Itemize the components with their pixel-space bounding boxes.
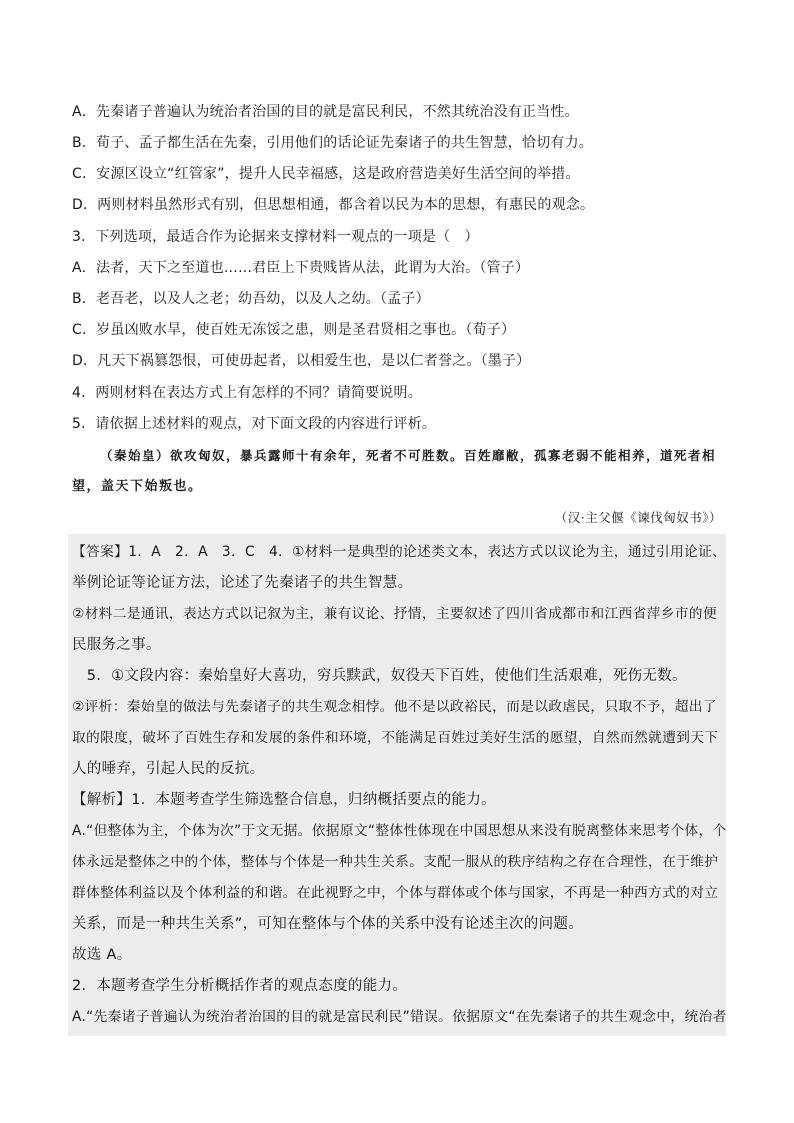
analysis-line: A.“先秦诸子普遍认为统治者治国的目的就是富民利民”错误。依据原文“在先秦诸子的共生观念中，统治者 — [72, 1009, 727, 1025]
answer-line: 人的唾弃，引起人民的反抗。 — [72, 761, 265, 777]
answer-line: 5．①文段内容：秦始皇好大喜功，穷兵黩武，奴役天下百姓，使他们生活艰难，死伤无数。 — [72, 668, 687, 684]
answer-line: ②材料二是通讯，表达方式以记叙为主，兼有议论、抒情，主要叙述了四川省成都市和江西省萍乡市的便 — [72, 606, 717, 622]
passage-line-1: （秦始皇）欲攻匈奴，暴兵露师十有余年，死者不可胜数。百姓靡敝，孤寡老弱不能相养，道死者相 — [100, 448, 717, 463]
question-3-stem: 3．下列选项，最适合作为论据来支撑材料一观点的一项是（ ） — [72, 229, 479, 245]
analysis-line: A.“但整体为主，个体为次”于文无据。依据原文“整体性体现在中国思想从来没有脱离整体来思考个体，个 — [72, 823, 727, 839]
answer-line: 【答案】1．A 2．A 3．C 4．①材料一是典型的论述类文本，表达方式以议论为主，通过引用论证、 — [72, 544, 727, 560]
analysis-heading: 【解析】1．本题考查学生筛选整合信息，归纳概括要点的能力。 — [72, 792, 496, 808]
option-b-q3: B．老吾老，以及人之老；幼吾幼，以及人之幼。（孟子） — [72, 291, 430, 307]
option-d-q2: D．两则材料虽然形式有别，但思想相通，都含着以民为本的思想，有惠民的观念。 — [72, 197, 595, 213]
answer-line: 举例论证等论证方法，论述了先秦诸子的共生智慧。 — [72, 575, 413, 591]
analysis-line: 体永远是整体之中的个体，整体与个体是一种共生关系。支配一服从的秩序结构之存在合理性，在于维护 — [72, 854, 719, 870]
option-c-q2: C．安源区设立“红管家”，提升人民幸福感，这是政府营造美好生活空间的举措。 — [72, 166, 580, 182]
answer-line: 取的限度，破坏了百姓生存和发展的条件和环境，不能满足百姓过美好生活的愿望，自然而然就遭到天下 — [72, 730, 719, 746]
option-b-q2: B．荀子、孟子都生活在先秦，引用他们的话论证先秦诸子的共生智慧，恰切有力。 — [72, 135, 594, 151]
option-a-q3: A．法者，天下之至道也……君臣上下贵贱皆从法，此谓为大治。（管子） — [72, 260, 530, 276]
passage-source: （汉·主父偃《谏伐匈奴书》） — [554, 510, 722, 525]
passage-line-2: 望，盖天下始叛也。 — [72, 479, 203, 494]
option-c-q3: C．岁虽凶败水旱，使百姓无冻馁之患，则是圣君贤相之事也。（荀子） — [72, 322, 516, 338]
analysis-line: 群体整体利益以及个体利益的和谐。在此视野之中，个体与群体或个体与国家，不再是一种西方式的对立 — [72, 885, 719, 901]
analysis-line: 关系，而是一种共生关系”，可知在整体与个体的关系中没有论述主次的问题。 — [72, 916, 584, 932]
answer-line: ②评析：秦始皇的做法与先秦诸子的共生观念相悖。他不是以政裕民，而是以政虐民，只取不予，超出了 — [72, 699, 717, 715]
question-4-stem: 4．两则材料在表达方式上有怎样的不同？请简要说明。 — [72, 385, 422, 401]
analysis-line: 故选 A。 — [72, 947, 132, 963]
question-5-stem: 5．请依据上述材料的观点，对下面文段的内容进行评析。 — [72, 416, 437, 432]
analysis-line: 2．本题考查学生分析概括作者的观点态度的能力。 — [72, 978, 408, 994]
answer-line: 民服务之事。 — [72, 637, 161, 653]
option-d-q3: D．凡天下祸篡怨恨，可使毋起者，以相爱生也，是以仁者誉之。（墨子） — [72, 353, 531, 369]
option-a-q2: A．先秦诸子普遍认为统治者治国的目的就是富民利民，不然其统治没有正当性。 — [72, 104, 579, 120]
